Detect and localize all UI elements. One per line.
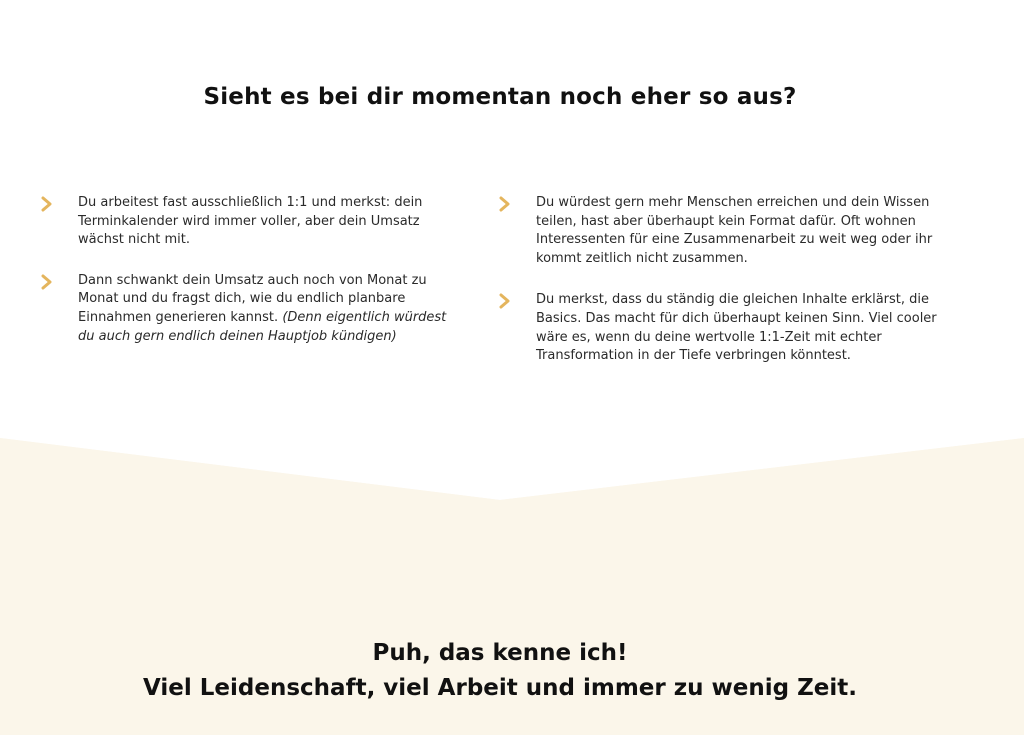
pain-points-right-column [498,194,958,389]
chevron-right-icon [498,195,512,213]
closing-line-1: Puh, das kenne ich! [372,640,628,666]
pain-points-left-column [40,194,450,368]
chevron-right-icon [498,292,512,310]
list-item-italic-note: (Denn eigentlich würdest du auch gern endlich deinen Hauptjob kündigen) [78,309,447,344]
chevron-right-icon [40,273,54,291]
page-title: Sieht es bei dir momentan noch eher so aus? [203,84,797,110]
list-item-text: Du merkst, dass du ständig die gleichen Inhalte erklärst, die Basics. Das macht für dich überhaupt keinen Sinn. Viel cooler wäre es, wenn du deine wertvolle 1:1-Zeit mit echter Transformation in der Tiefe verbringen könntest. [536,292,937,364]
list-item-text [78,272,450,346]
list-item [498,291,958,365]
list-item-text: Du arbeitest fast ausschließlich 1:1 und merkst: dein Terminkalender wird immer voller, aber dein Umsatz wächst nicht mit. [78,195,423,248]
chevron-right-icon [40,195,54,213]
closing-headline [0,636,1000,706]
list-item [498,194,958,268]
list-item [40,194,450,250]
list-item-text: Du würdest gern mehr Menschen erreichen und dein Wissen teilen, hast aber überhaupt kein Format dafür. Oft wohnen Interessenten für eine Zusammenarbeit zu weit weg oder ihr kommt zeitlich nicht zusammen. [536,195,933,266]
list-item-main-text: Dann schwankt dein Umsatz auch noch von Monat zu Monat und du fragst dich, wie du endlich planbare Einnahmen generieren kannst. [78,272,427,325]
list-item [40,272,450,346]
chevron-divider [0,437,1024,502]
closing-line-2: Viel Leidenschaft, viel Arbeit und immer zu wenig Zeit. [143,675,857,701]
